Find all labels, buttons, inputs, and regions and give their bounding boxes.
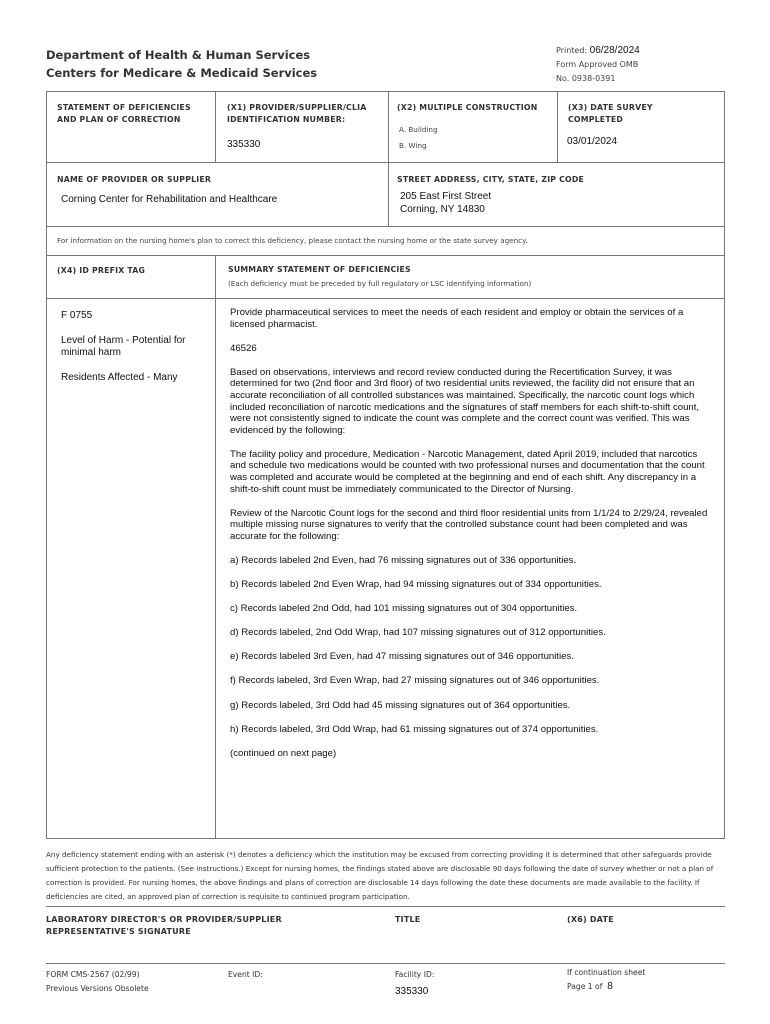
deficiency-form — [46, 91, 725, 839]
event-id-label: Event ID: — [228, 970, 263, 979]
disclosure-footnote: Any deficiency statement ending with an asterisk (*) denotes a deficiency which the institution may be excused from correcting providing it is determined that other safeguards provide sufficient protection to the patients. (See instructions.) Except for nursing homes, the findings stated above are disclosable 90 days following the date of survey whether or not a plan of correction is provided. For nursing homes, the above findings and plans of correction are disclosable 14 days following the date these documents are made available to the facility. If deficiencies are cited, an approved plan of correction is requisite to continued program participation. — [46, 850, 714, 901]
finding-item: h) Records labeled, 3rd Odd Wrap, had 61 missing signatures out of 374 opportunities. — [230, 723, 599, 735]
date-label: (X6) DATE — [567, 915, 614, 924]
x1-label: (X1) PROVIDER/SUPPLIER/CLIA IDENTIFICATION NUMBER: — [227, 103, 367, 124]
deficiency-tag: F 0755 — [61, 310, 93, 321]
divider — [47, 298, 724, 299]
agency-name-line1: Department of Health & Human Services — [46, 48, 311, 62]
paragraph: The facility policy and procedure, Medication - Narcotic Management, dated April 2019, included that narcotics and schedule two medications would be counted with two professional nurses and documentation that the count was completed and accurate would be completed at the beginning and end of each shift. Any discrepancy in a shift-to-shift count must be immediately communicated to the Director of Nursing. — [230, 448, 705, 495]
address-line1: 205 East First Street — [400, 191, 492, 202]
paragraph: 46526 — [230, 342, 257, 354]
divider — [46, 963, 725, 964]
printed-date: 06/28/2024 — [589, 45, 640, 56]
agency-name-line2: Centers for Medicare & Medicaid Services — [46, 66, 318, 80]
divider — [557, 92, 558, 162]
printed-label: Printed: — [556, 46, 588, 55]
divider — [388, 92, 389, 226]
summary-header: SUMMARY STATEMENT OF DEFICIENCIES — [228, 265, 411, 274]
finding-item: e) Records labeled 3rd Even, had 47 missing signatures out of 346 opportunities. — [230, 651, 574, 663]
address-label: STREET ADDRESS, CITY, STATE, ZIP CODE — [397, 175, 585, 184]
info-note: For information on the nursing home's plan to correct this deficiency, please contact the nursing home or the state survey agency. — [57, 236, 528, 245]
title-label: TITLE — [395, 915, 421, 924]
deficiency-summary — [230, 307, 710, 772]
provider-id: 335330 — [227, 139, 261, 150]
finding-item: a) Records labeled 2nd Even, had 76 missing signatures out of 336 opportunities. — [230, 555, 577, 566]
x2-label: (X2) MULTIPLE CONSTRUCTION — [397, 103, 538, 112]
signature-label: LABORATORY DIRECTOR'S OR PROVIDER/SUPPLIER REPRESENTATIVE'S SIGNATURE — [46, 915, 282, 936]
page-info: If continuation sheet Page 1 of 8 — [567, 968, 646, 992]
provider-name: Corning Center for Rehabilitation and Healthcare — [61, 194, 278, 205]
x2-wing: B. Wing — [399, 141, 427, 150]
agency-header — [46, 46, 317, 82]
residents-affected: Residents Affected - Many — [61, 372, 178, 383]
page-total: 8 — [607, 981, 613, 992]
x2-building: A. Building — [399, 125, 438, 134]
finding-item: c) Records labeled 2nd Odd, had 101 missing signatures out of 304 opportunities. — [230, 603, 578, 615]
page-label: Page 1 of — [567, 982, 603, 991]
x3-label: (X3) DATE SURVEY COMPLETED — [568, 103, 653, 124]
divider — [215, 255, 216, 839]
form-approved: Form Approved OMB — [556, 60, 639, 69]
prefix-tag-header: (X4) ID PREFIX TAG — [57, 266, 146, 275]
survey-date: 03/01/2024 — [567, 136, 618, 147]
paragraph: Review of the Narcotic Count logs for the second and third floor residential units from 1/1/24 to 2/29/24, revealed multiple missing nurse signatures to verify that the controlled substance count had been completed and was accurate for the following: — [230, 507, 708, 542]
continued-note: (continued on next page) — [230, 747, 337, 759]
divider — [47, 226, 724, 227]
finding-item: b) Records labeled 2nd Even Wrap, had 94 missing signatures out of 334 opportunities. — [230, 579, 602, 591]
paragraph: Based on observations, interviews and record review conducted during the Recertification Survey, it was determined for two (2nd floor and 3rd floor) of two residential units reviewed, the facility did not ensure that an accurate reconciliation of all controlled substances was maintained. Specifically, the narcotic count logs which included reconciliation of narcotic medications and the signatures of staff members for each shift-to-shift count, were not consistently signed to indicate the count was complete and the correct count was verified. This was evidenced by the following: — [230, 366, 700, 436]
divider — [215, 92, 216, 162]
finding-item: d) Records labeled, 2nd Odd Wrap, had 107 missing signatures out of 312 opportunities. — [230, 627, 606, 639]
facility-id: 335330 — [395, 986, 429, 997]
finding-item: f) Records labeled, 3rd Even Wrap, had 27 missing signatures out of 346 opportunities. — [230, 675, 600, 687]
omb-number: No. 0938-0391 — [556, 74, 616, 83]
divider — [46, 906, 725, 907]
level-of-harm: Level of Harm - Potential for minimal harm — [61, 335, 186, 358]
divider — [47, 162, 724, 163]
form-number: FORM CMS-2567 (02/99) Previous Versions Obsolete — [46, 970, 149, 993]
provider-name-label: NAME OF PROVIDER OR SUPPLIER — [57, 175, 212, 184]
summary-subheader: (Each deficiency must be preceded by full regulatory or LSC identifying information) — [228, 279, 532, 288]
statement-title: STATEMENT OF DEFICIENCIES AND PLAN OF CORRECTION — [57, 103, 191, 124]
divider — [47, 255, 724, 256]
address-line2: Corning, NY 14830 — [400, 204, 485, 215]
print-info — [556, 44, 640, 86]
paragraph: Provide pharmaceutical services to meet the needs of each resident and employ or obtain the services of a licensed pharmacist. — [230, 307, 684, 330]
facility-id-label: Facility ID: — [395, 970, 435, 979]
finding-item: g) Records labeled, 3rd Odd had 45 missing signatures out of 364 opportunities. — [230, 699, 571, 711]
